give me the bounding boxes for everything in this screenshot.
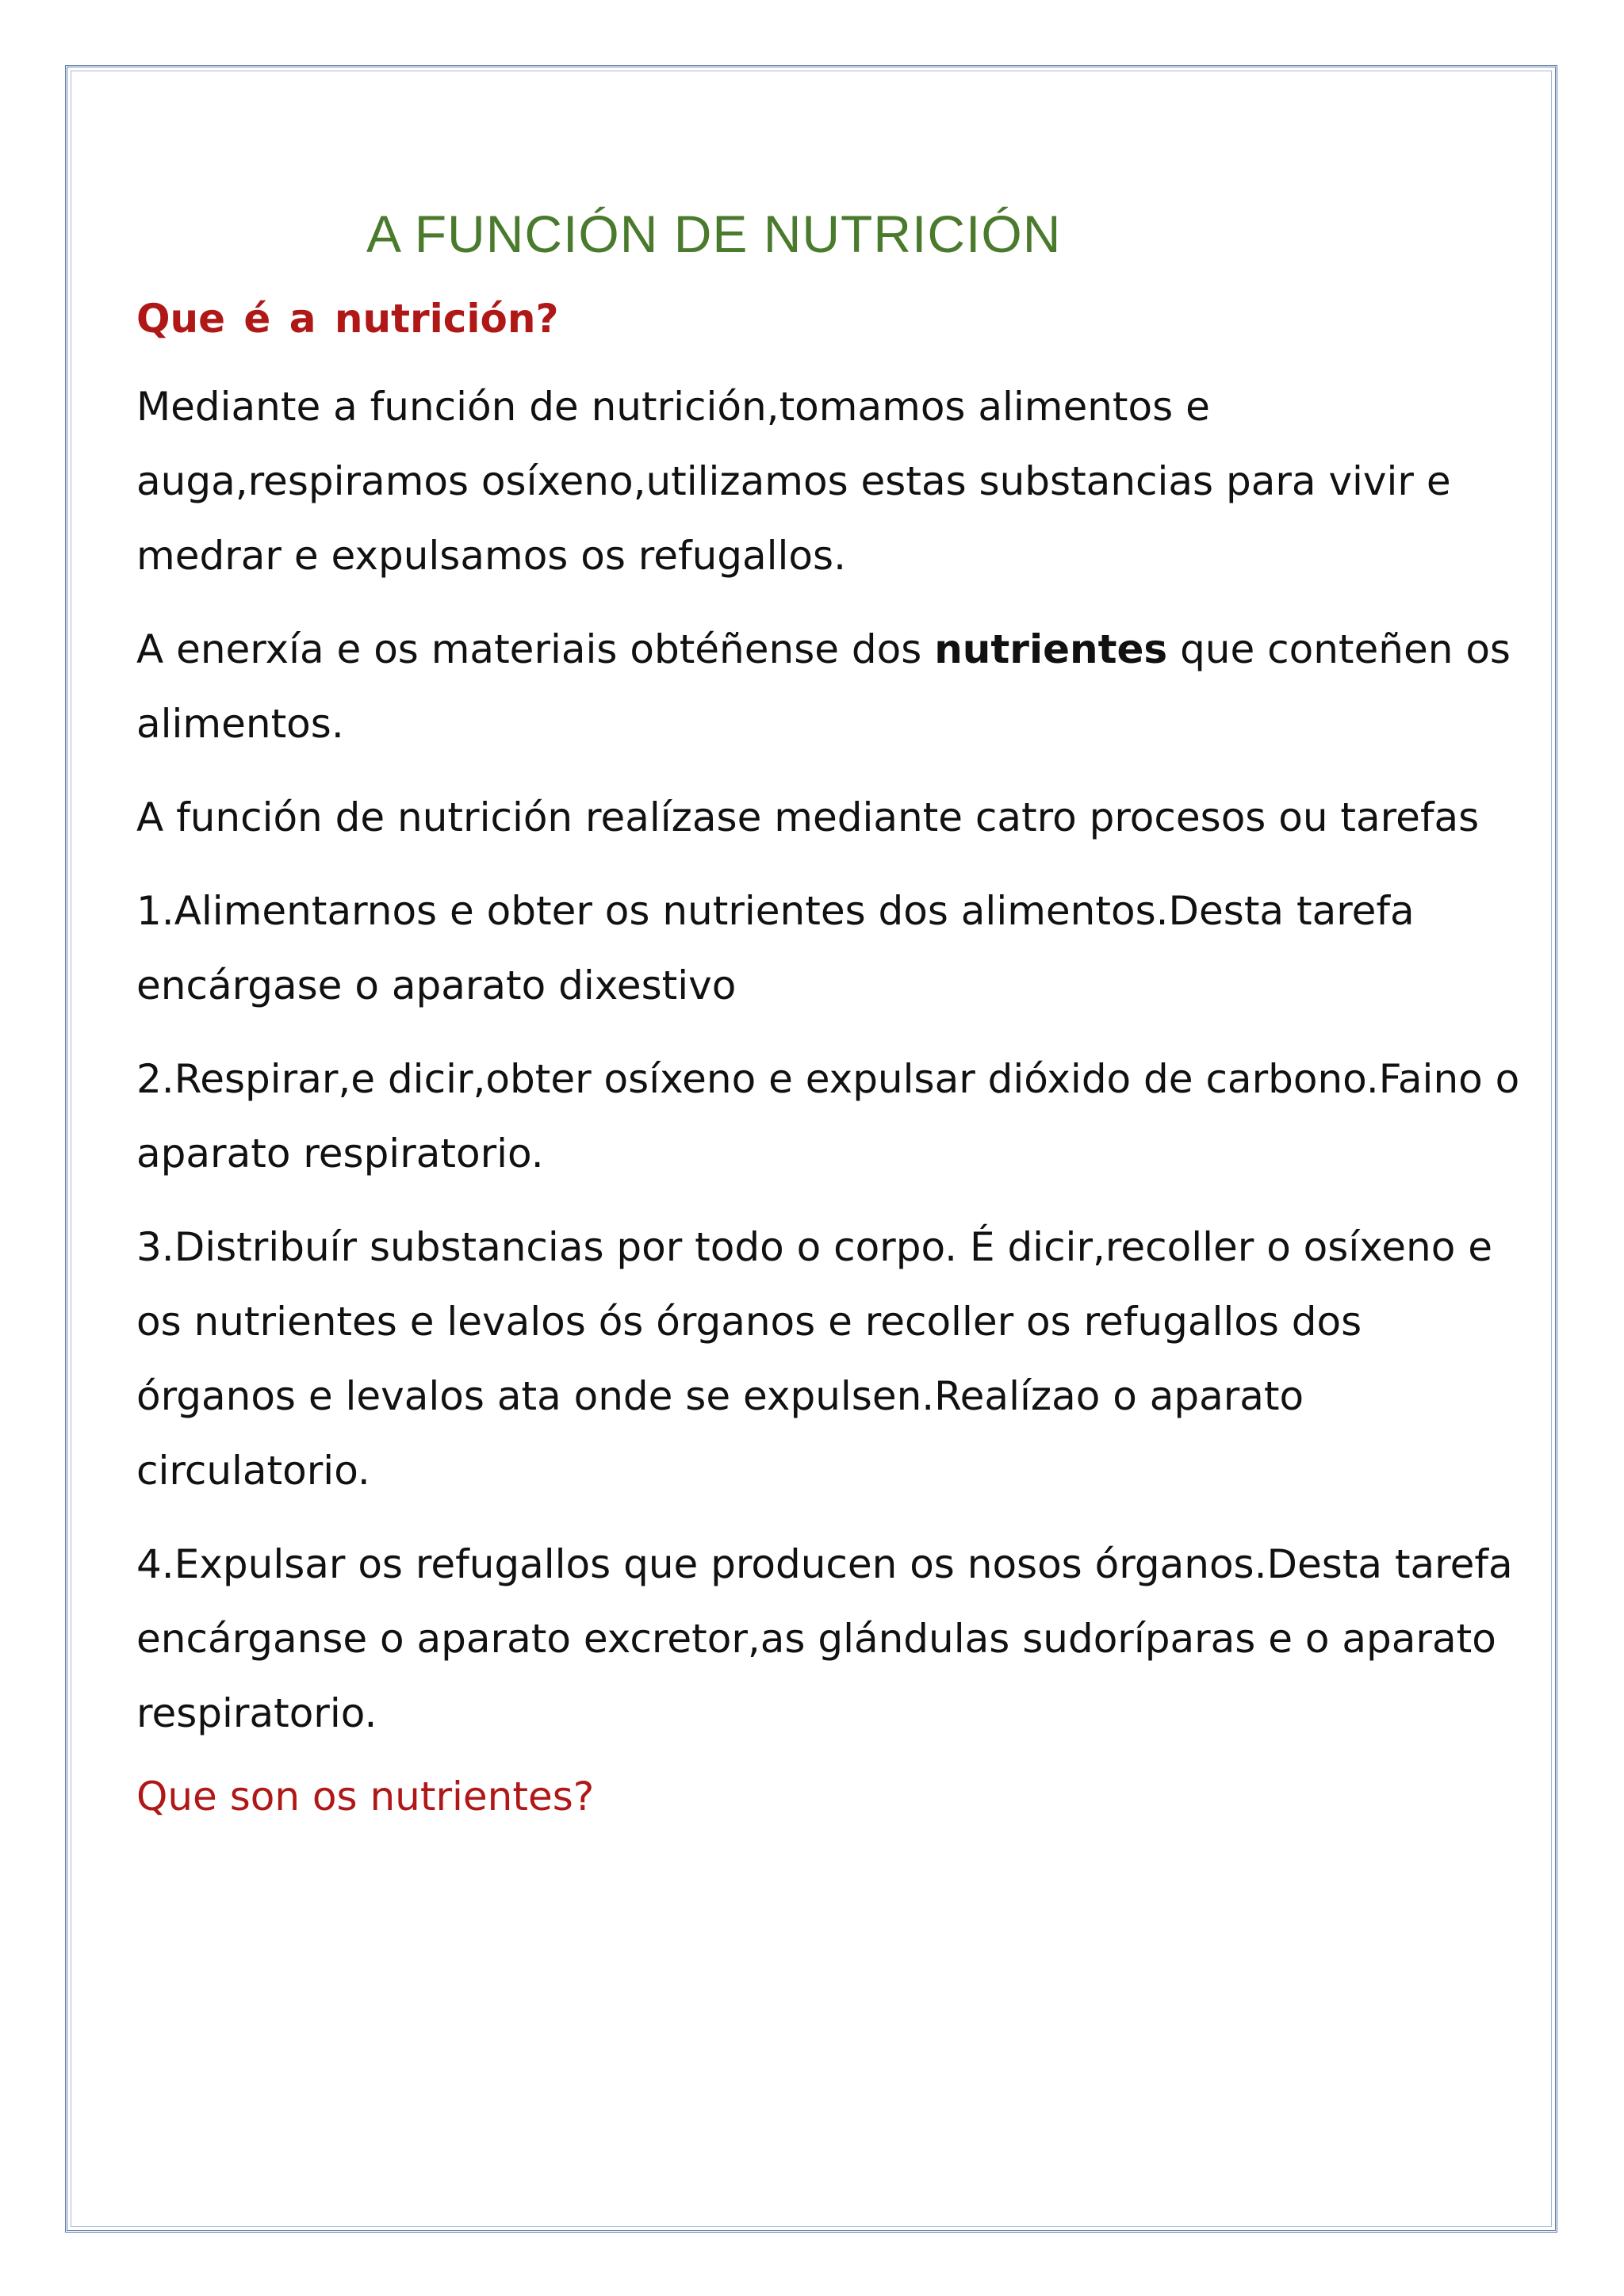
heading-what-are-nutrients: Que son os nutrientes? (136, 1774, 595, 1820)
document-body (136, 190, 1524, 1828)
paragraph-processes: A función de nutrición realízase mediante catro procesos ou tarefas (136, 794, 1480, 840)
document-title: A FUNCIÓN DE NUTRICIÓN (366, 205, 1062, 263)
list-item-excretory: 4.Expulsar os refugallos que producen os nosos órganos.Desta tarefa encárganse o aparato excretor,as glándulas sudoríparas e o aparato respiratorio. (136, 1541, 1513, 1736)
keyword-nutrients: nutrientes (934, 626, 1168, 672)
list-item-digestive: 1.Alimentarnos e obter os nutrientes dos alimentos.Desta tarefa encárgase o aparato dixestivo (136, 888, 1415, 1008)
paragraph-nutrients-start: A enerxía e os materiais obtéñense dos (136, 626, 935, 672)
heading-what-is-nutrition: Que é a nutrición? (136, 296, 559, 342)
list-item-respiratory: 2.Respirar,e dicir,obter osíxeno e expulsar dióxido de carbono.Faino o aparato respiratorio. (136, 1056, 1520, 1177)
paragraph-nutrients-end: que conteñen os alimentos. (136, 626, 1511, 747)
paragraph-nutrients (136, 612, 1524, 761)
list-item-circulatory: 3.Distribuír substancias por todo o corpo. É dicir,recoller o osíxeno e os nutrientes e levalos ós órganos e recoller os refugallos dos órganos e levalos ata onde se expulsen.Realízao o aparato circulatorio. (136, 1224, 1492, 1494)
paragraph-intro: Mediante a función de nutrición,tomamos alimentos e auga,respiramos osíxeno,utilizamos estas substancias para vivir e medrar e expulsamos os refugallos. (136, 384, 1451, 579)
